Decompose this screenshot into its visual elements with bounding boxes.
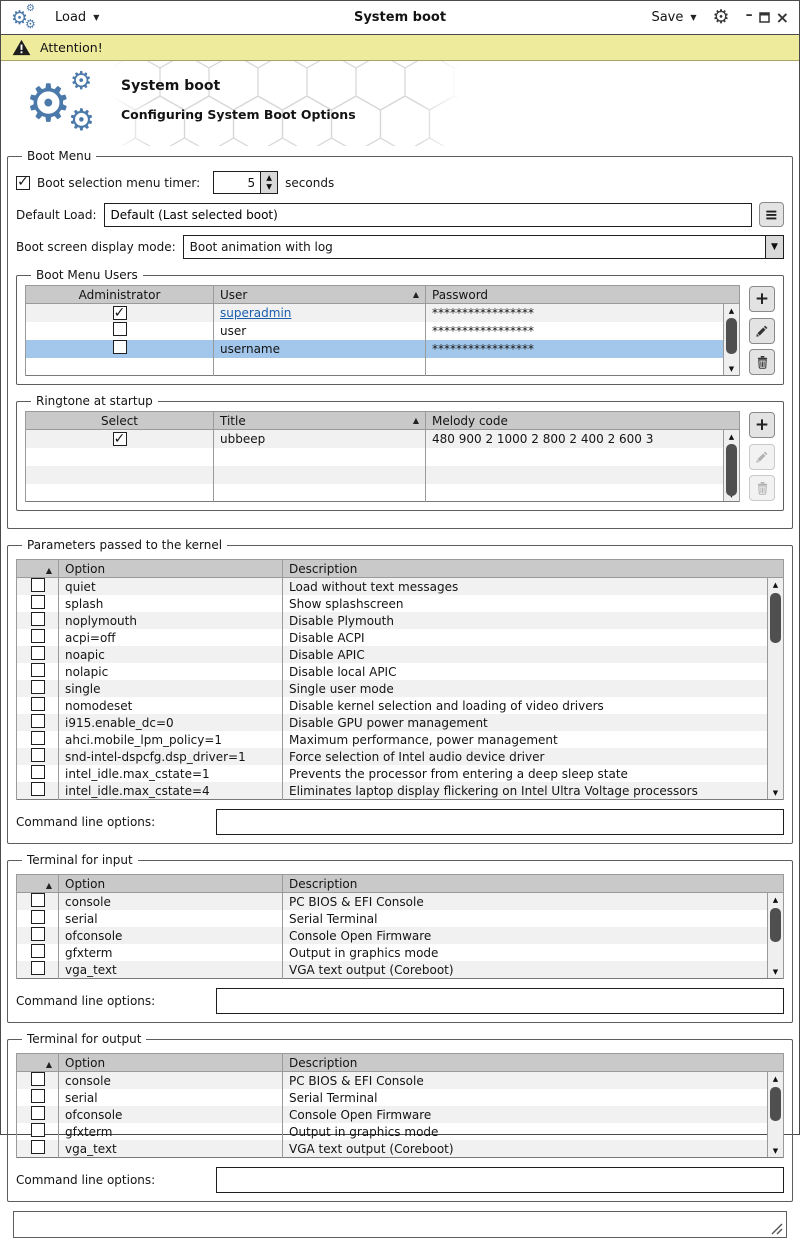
checkbox[interactable] — [31, 765, 45, 779]
window-title: System boot — [1, 10, 799, 25]
column-header-description[interactable]: Description — [283, 560, 784, 578]
default-load-menu-button[interactable] — [759, 202, 784, 227]
checkbox[interactable]: ✓ — [113, 432, 127, 446]
option-cell: quiet — [59, 578, 283, 596]
checkbox[interactable] — [31, 663, 45, 677]
kernel-params-section — [7, 538, 793, 844]
column-header-option[interactable]: Option — [59, 560, 283, 578]
description-cell: Maximum performance, power management — [283, 731, 784, 748]
user-cell: user — [214, 322, 426, 340]
option-cell: gfxterm — [59, 1123, 283, 1140]
empty-cell — [426, 448, 740, 466]
checkbox[interactable] — [31, 1072, 45, 1086]
empty-cell — [426, 466, 740, 484]
edit-ringtone-button — [749, 444, 775, 470]
terminal-output-cmdline-input[interactable] — [216, 1167, 784, 1193]
empty-cell — [426, 484, 740, 502]
checkbox-cell — [17, 731, 59, 748]
scrollbar-track[interactable] — [768, 906, 783, 965]
scroll-down-icon: ▼ — [773, 968, 778, 976]
chevron-down-icon: ▼ — [93, 13, 99, 22]
gear-icon: ⚙ — [25, 18, 36, 30]
checkbox[interactable] — [31, 927, 45, 941]
option-cell: i915.enable_dc=0 — [59, 714, 283, 731]
column-header-select[interactable]: Select — [26, 412, 214, 430]
option-cell: noplymouth — [59, 612, 283, 629]
checkbox[interactable] — [31, 893, 45, 907]
resize-grip[interactable] — [769, 1221, 783, 1235]
checkbox-cell — [17, 1140, 59, 1158]
table-row[interactable] — [17, 612, 784, 629]
terminal-input-scrollbar[interactable] — [767, 893, 783, 978]
add-user-button[interactable] — [749, 286, 775, 312]
option-cell: ofconsole — [59, 1106, 283, 1123]
empty-cell — [214, 484, 426, 502]
checkbox[interactable] — [31, 748, 45, 762]
description-cell: Disable ACPI — [283, 629, 784, 646]
column-header-checkbox-sort[interactable] — [17, 560, 59, 578]
terminal-input-table — [16, 874, 784, 979]
app-gears-icon — [11, 4, 39, 32]
table-row[interactable] — [17, 765, 784, 782]
scroll-down-icon: ▼ — [773, 789, 778, 797]
table-row[interactable] — [17, 595, 784, 612]
table-row[interactable] — [26, 340, 740, 358]
table-row[interactable] — [17, 1072, 784, 1090]
ringtone-legend: Ringtone at startup — [31, 394, 158, 408]
password-cell: ***************** — [426, 304, 740, 322]
close-button[interactable]: × — [776, 10, 789, 26]
description-cell: Output in graphics mode — [283, 1123, 784, 1140]
empty-cell — [26, 448, 214, 466]
users-table — [25, 285, 740, 376]
scrollbar-thumb[interactable] — [770, 1087, 781, 1121]
empty-cell — [214, 448, 426, 466]
description-cell: PC BIOS & EFI Console — [283, 893, 784, 911]
gear-icon: ⚙ — [70, 68, 92, 93]
kernel-cmdline-input[interactable] — [216, 809, 784, 835]
scrollbar-thumb[interactable] — [770, 593, 781, 643]
page-subtitle: Configuring System Boot Options — [121, 107, 356, 122]
description-cell: Show splashscreen — [283, 595, 784, 612]
checkbox[interactable] — [31, 595, 45, 609]
scroll-down-button[interactable] — [724, 362, 739, 375]
column-header-description[interactable]: Description — [283, 1054, 784, 1072]
table-row[interactable] — [17, 1089, 784, 1106]
column-header-checkbox-sort[interactable] — [17, 1054, 59, 1072]
description-cell: Disable local APIC — [283, 663, 784, 680]
scroll-up-icon: ▲ — [729, 307, 734, 315]
table-row[interactable] — [26, 358, 740, 376]
checkbox[interactable] — [31, 1106, 45, 1120]
display-mode-label: Boot screen display mode: — [16, 240, 176, 254]
table-row[interactable] — [17, 680, 784, 697]
description-cell: Disable APIC — [283, 646, 784, 663]
checkbox-cell — [26, 322, 214, 340]
terminal-output-legend: Terminal for output — [22, 1032, 146, 1046]
boot-menu-users-legend: Boot Menu Users — [31, 268, 143, 282]
table-row[interactable] — [17, 714, 784, 731]
checkbox[interactable] — [31, 944, 45, 958]
option-cell: acpi=off — [59, 629, 283, 646]
dropdown-button[interactable] — [765, 236, 783, 258]
user-link[interactable]: superadmin — [220, 306, 291, 320]
title-bar — [1, 1, 799, 35]
boot-timer-label: Boot selection menu timer: — [37, 176, 200, 190]
kernel-params-legend: Parameters passed to the kernel — [22, 538, 227, 552]
gear-icon: ⚙ — [25, 78, 72, 130]
table-row[interactable] — [17, 961, 784, 979]
table-row[interactable] — [26, 484, 740, 502]
checkbox-cell — [17, 663, 59, 680]
option-cell: ahci.mobile_lpm_policy=1 — [59, 731, 283, 748]
checkbox-cell — [17, 1123, 59, 1140]
terminal-input-cmdline-label: Command line options: — [16, 994, 216, 1008]
description-cell: Prevents the processor from entering a deep sleep state — [283, 765, 784, 782]
main-content — [1, 146, 799, 1134]
scroll-down-icon: ▼ — [729, 365, 734, 373]
scroll-up-icon: ▲ — [729, 433, 734, 441]
option-cell: intel_idle.max_cstate=4 — [59, 782, 283, 800]
users-scrollbar[interactable] — [723, 304, 739, 375]
description-cell: Eliminates laptop display flickering on Intel Ultra Voltage processors — [283, 782, 784, 800]
terminal-output-table — [16, 1053, 784, 1158]
maximize-icon — [759, 12, 770, 23]
checkbox[interactable] — [31, 910, 45, 924]
table-row[interactable] — [17, 782, 784, 800]
sort-asc-icon: ▲ — [413, 290, 419, 299]
table-row[interactable] — [17, 697, 784, 714]
table-row[interactable] — [26, 322, 740, 340]
window-controls — [746, 10, 789, 26]
checkbox[interactable] — [31, 578, 45, 592]
checkbox[interactable] — [31, 646, 45, 660]
terminal-input-legend: Terminal for input — [22, 853, 138, 867]
display-mode-select[interactable] — [183, 235, 784, 259]
scroll-up-button[interactable] — [724, 430, 739, 443]
empty-cell — [26, 466, 214, 484]
sort-asc-icon: ▲ — [46, 881, 52, 890]
column-header-checkbox-sort[interactable] — [17, 875, 59, 893]
table-row[interactable] — [17, 731, 784, 748]
checkbox-cell — [17, 765, 59, 782]
check-icon: ✓ — [17, 178, 29, 186]
checkbox[interactable] — [31, 629, 45, 643]
page-header — [1, 61, 799, 146]
display-mode-value: Boot animation with log — [184, 240, 765, 254]
checkbox-cell — [26, 304, 214, 322]
checkbox[interactable]: ✓ — [113, 306, 127, 320]
chevron-down-icon: ▼ — [771, 242, 778, 252]
plus-icon: + — [755, 291, 769, 308]
checkbox-cell — [26, 340, 214, 358]
column-header-password[interactable]: Password — [426, 286, 740, 304]
scroll-up-icon: ▲ — [773, 581, 778, 589]
option-cell: gfxterm — [59, 944, 283, 961]
scroll-up-button[interactable] — [768, 893, 783, 906]
scroll-down-button[interactable] — [768, 965, 783, 978]
scrollbar-track[interactable] — [768, 591, 783, 786]
table-row[interactable] — [17, 893, 784, 911]
checkbox[interactable] — [31, 961, 45, 975]
checkbox[interactable] — [31, 731, 45, 745]
checkbox-cell — [17, 893, 59, 911]
user-cell — [214, 304, 426, 322]
option-cell: ofconsole — [59, 927, 283, 944]
option-cell: single — [59, 680, 283, 697]
option-cell: splash — [59, 595, 283, 612]
column-header-description[interactable]: Description — [283, 875, 784, 893]
table-row[interactable] — [17, 663, 784, 680]
checkbox-cell — [17, 1089, 59, 1106]
spin-down-icon: ▼ — [266, 183, 272, 192]
minimize-button[interactable]: – — [746, 8, 753, 22]
app-logo-gears — [25, 68, 109, 140]
checkbox-cell — [17, 714, 59, 731]
column-header-user[interactable]: User ▲ — [214, 286, 426, 304]
checkbox-cell — [17, 646, 59, 663]
scrollbar-thumb[interactable] — [726, 444, 737, 496]
boot-menu-users-section — [16, 268, 784, 385]
gear-icon: ⚙ — [11, 9, 28, 28]
empty-cell — [214, 358, 426, 376]
user-cell: username — [214, 340, 426, 358]
table-row[interactable] — [17, 910, 784, 927]
timer-spinbox[interactable] — [213, 171, 278, 194]
chevron-down-icon: ▼ — [690, 13, 696, 22]
pencil-icon — [755, 450, 769, 464]
gear-icon: ⚙ — [68, 106, 95, 136]
table-row[interactable] — [17, 629, 784, 646]
description-cell: Console Open Firmware — [283, 1106, 784, 1123]
password-cell: ***************** — [426, 340, 740, 358]
boot-menu-legend: Boot Menu — [22, 149, 96, 163]
option-cell: intel_idle.max_cstate=1 — [59, 765, 283, 782]
description-cell: Load without text messages — [283, 578, 784, 596]
warning-icon — [12, 39, 31, 56]
ringtone-scrollbar[interactable] — [723, 430, 739, 501]
column-header-title[interactable]: Title ▲ — [214, 412, 426, 430]
checkbox-cell — [17, 629, 59, 646]
terminal-input-cmdline-input[interactable] — [216, 988, 784, 1014]
table-row[interactable] — [26, 466, 740, 484]
column-header-option[interactable]: Option — [59, 875, 283, 893]
scrollbar-thumb[interactable] — [726, 318, 737, 354]
column-header-melody-code[interactable]: Melody code — [426, 412, 740, 430]
column-header-administrator[interactable]: Administrator — [26, 286, 214, 304]
checkbox-cell — [17, 927, 59, 944]
checkbox[interactable] — [113, 322, 127, 336]
table-row[interactable] — [17, 1140, 784, 1158]
scrollbar-track[interactable] — [768, 1085, 783, 1144]
scroll-down-icon: ▼ — [773, 1147, 778, 1155]
description-cell: VGA text output (Coreboot) — [283, 1140, 784, 1158]
table-row[interactable] — [17, 1106, 784, 1123]
option-cell: nomodeset — [59, 697, 283, 714]
column-header-option[interactable]: Option — [59, 1054, 283, 1072]
kernel-cmdline-label: Command line options: — [16, 815, 216, 829]
terminal-output-cmdline-label: Command line options: — [16, 1173, 216, 1187]
checkbox-cell — [17, 595, 59, 612]
empty-cell — [26, 358, 214, 376]
timer-spinner-buttons[interactable] — [260, 172, 277, 193]
table-row[interactable] — [26, 430, 740, 448]
attention-label: Attention! — [40, 40, 103, 55]
hamburger-icon: ≡ — [765, 205, 778, 224]
boot-timer-checkbox[interactable] — [16, 176, 30, 190]
checkbox-cell — [17, 697, 59, 714]
ringtone-table — [25, 411, 740, 502]
scroll-up-icon: ▲ — [773, 896, 778, 904]
checkbox[interactable] — [113, 340, 127, 354]
checkbox[interactable] — [31, 714, 45, 728]
checkbox-cell — [17, 944, 59, 961]
plus-icon: + — [755, 417, 769, 434]
timer-value[interactable]: 5 — [214, 172, 260, 193]
table-row[interactable] — [17, 748, 784, 765]
description-cell: Serial Terminal — [283, 1089, 784, 1106]
table-row[interactable] — [17, 927, 784, 944]
checkbox-cell — [17, 612, 59, 629]
load-menu-label: Load — [55, 10, 86, 25]
option-cell: vga_text — [59, 1140, 283, 1158]
empty-cell — [26, 484, 214, 502]
sort-asc-icon: ▲ — [413, 416, 419, 425]
checkbox[interactable] — [31, 782, 45, 796]
checkbox-cell — [17, 1072, 59, 1090]
melody-cell: 480 900 2 1000 2 800 2 400 2 600 3 — [426, 430, 740, 448]
add-ringtone-button[interactable] — [749, 412, 775, 438]
status-bar — [13, 1211, 787, 1238]
checkbox[interactable] — [31, 1089, 45, 1103]
option-cell: noapic — [59, 646, 283, 663]
option-cell: serial — [59, 910, 283, 927]
checkbox-cell — [17, 782, 59, 800]
kernel-params-scrollbar[interactable] — [767, 578, 783, 799]
scrollbar-track[interactable] — [724, 443, 739, 488]
terminal-output-section — [7, 1032, 793, 1202]
terminal-output-scrollbar[interactable] — [767, 1072, 783, 1157]
scroll-up-icon: ▲ — [773, 1075, 778, 1083]
checkbox-cell — [17, 910, 59, 927]
description-cell: Disable kernel selection and loading of video drivers — [283, 697, 784, 714]
empty-cell — [426, 358, 740, 376]
description-cell: Output in graphics mode — [283, 944, 784, 961]
table-row[interactable] — [26, 304, 740, 322]
title-cell: ubbeep — [214, 430, 426, 448]
scroll-up-button[interactable] — [768, 578, 783, 591]
sort-asc-icon: ▲ — [46, 1060, 52, 1069]
checkbox[interactable] — [31, 697, 45, 711]
checkbox[interactable] — [31, 1140, 45, 1154]
scrollbar-track[interactable] — [724, 317, 739, 362]
table-row[interactable] — [17, 1123, 784, 1140]
trash-icon — [756, 355, 769, 369]
load-menu-button[interactable] — [55, 10, 99, 25]
default-load-input[interactable] — [104, 203, 753, 227]
table-row[interactable] — [17, 578, 784, 596]
edit-user-button[interactable] — [749, 318, 775, 344]
option-cell: vga_text — [59, 961, 283, 979]
scrollbar-thumb[interactable] — [770, 908, 781, 942]
pencil-icon — [755, 324, 769, 338]
checkbox-cell — [26, 430, 214, 448]
empty-cell — [214, 466, 426, 484]
spin-up-icon: ▲ — [266, 174, 272, 183]
trash-icon — [756, 481, 769, 495]
table-row[interactable] — [17, 944, 784, 961]
table-row[interactable] — [17, 646, 784, 663]
settings-gear-button[interactable]: ⚙ — [713, 8, 730, 27]
scroll-down-button[interactable] — [768, 786, 783, 799]
delete-user-button[interactable] — [749, 349, 775, 375]
save-menu-button[interactable] — [651, 10, 696, 25]
checkbox[interactable] — [31, 612, 45, 626]
maximize-button[interactable] — [759, 12, 770, 23]
sort-asc-icon: ▲ — [46, 566, 52, 575]
scroll-down-button[interactable] — [768, 1144, 783, 1157]
save-menu-label: Save — [651, 10, 683, 25]
checkbox-cell — [17, 748, 59, 765]
description-cell: Single user mode — [283, 680, 784, 697]
timer-unit-label: seconds — [285, 176, 334, 190]
description-cell: PC BIOS & EFI Console — [283, 1072, 784, 1090]
kernel-params-table — [16, 559, 784, 800]
description-cell: Console Open Firmware — [283, 927, 784, 944]
terminal-input-section — [7, 853, 793, 1023]
description-cell: Disable GPU power management — [283, 714, 784, 731]
ringtone-section — [16, 394, 784, 511]
checkbox-cell — [17, 680, 59, 697]
description-cell: VGA text output (Coreboot) — [283, 961, 784, 979]
option-cell: console — [59, 1072, 283, 1090]
checkbox[interactable] — [31, 680, 45, 694]
delete-ringtone-button — [749, 475, 775, 501]
checkbox-cell — [17, 961, 59, 979]
default-load-label: Default Load: — [16, 208, 97, 222]
option-cell: console — [59, 893, 283, 911]
page-title: System boot — [121, 78, 356, 94]
option-cell: nolapic — [59, 663, 283, 680]
scroll-up-button[interactable] — [768, 1072, 783, 1085]
boot-menu-section — [7, 149, 793, 529]
password-cell: ***************** — [426, 322, 740, 340]
checkbox-cell — [17, 1106, 59, 1123]
gear-icon: ⚙ — [26, 4, 35, 14]
description-cell: Serial Terminal — [283, 910, 784, 927]
scroll-up-button[interactable] — [724, 304, 739, 317]
option-cell: serial — [59, 1089, 283, 1106]
description-cell: Force selection of Intel audio device driver — [283, 748, 784, 765]
description-cell: Disable Plymouth — [283, 612, 784, 629]
checkbox-cell — [17, 578, 59, 596]
table-row[interactable] — [26, 448, 740, 466]
option-cell: snd-intel-dspcfg.dsp_driver=1 — [59, 748, 283, 765]
attention-banner — [1, 35, 799, 61]
